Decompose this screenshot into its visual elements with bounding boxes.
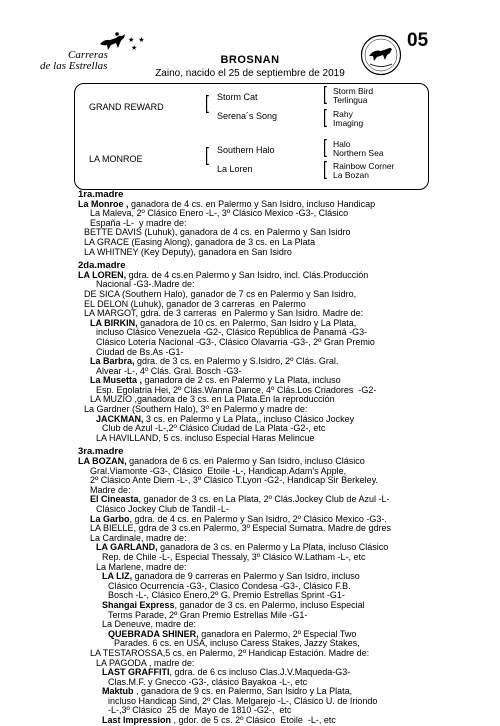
- line-text: Terms Parade, 2º Gran Premio Estrellas Mile -G1-: [108, 609, 308, 620]
- sire-sire: Storm Cat: [217, 92, 258, 102]
- sire-row: [75, 81, 430, 137]
- horse-highlight: El Cineasta: [90, 494, 139, 505]
- horse-highlight: La Musetta ,: [90, 375, 143, 386]
- ggp-3: Rahy: [333, 109, 353, 119]
- horse-highlight: LA LOREN,: [78, 269, 127, 280]
- horse-highlight: QUEBRADA SHINER,: [108, 628, 199, 639]
- stars-decoration: ★ ★ ★: [128, 37, 146, 52]
- pedigree-box: [74, 83, 429, 190]
- bracket: [: [323, 104, 327, 128]
- line-text: LA WHITNEY (Key Deputy), ganadora en San Isidro: [84, 246, 292, 257]
- line-text: Clásico Lotería Nacional -G3-, Clásico Olavarria -G3-, 2º Gran Premio: [96, 336, 375, 347]
- horse-highlight: Last Impression: [102, 715, 172, 726]
- line-text: LA BIELLE, gdra de 3 cs.en Palermo, 3º Especial Sumatra. Madre de gdres: [90, 523, 391, 534]
- section-title: 3ra.madre: [78, 446, 124, 458]
- ggp-8: La Bozan: [333, 170, 369, 180]
- text-line: [78, 716, 498, 726]
- bracket: [: [205, 90, 209, 114]
- line-text: Esp. Egolatria Hei, 2º Clás.Wanna Dance, 4º Clás.Los Criadores -G2-: [96, 384, 377, 395]
- sire-name: GRAND REWARD: [89, 102, 164, 112]
- dam-name: LA MONROE: [89, 154, 143, 164]
- ggp-4: Imaging: [333, 118, 364, 128]
- line-text: BETTE DAVIS (Luhuk), ganadora de 4 cs. en Palermo y San Isidro: [84, 227, 351, 238]
- line-text: Rep. de Chile -L-, Especial Thessaly, 3º Clásico W.Latham -L-, etc: [102, 551, 366, 562]
- sire-dam: Serena´s Song: [217, 111, 278, 121]
- line-text: incluso Clásico Venezuela -G2-, Clásico República de Panamá -G3-: [96, 327, 368, 338]
- brand-line1: Carreras: [68, 49, 108, 61]
- line-text: LA MUZIO ,ganadora de 3 cs. en La Plata.En la reproducción: [90, 394, 335, 405]
- text-line: [78, 434, 498, 444]
- line-text: Gral.Viamonte -G3-, Clásico Etoile -L-, Handicap.Adam's Apple,: [90, 465, 347, 476]
- horse-name: BROSNAN: [220, 54, 280, 66]
- line-text: ganadora de 2 cs. en Palermo y La Plata, incluso: [142, 375, 341, 386]
- dam-sire: Southern Halo: [217, 145, 275, 155]
- line-text: Clas.M.F. y Gnecco -G3-, clásico Bayakoa -L-, etc: [108, 676, 308, 687]
- family-history: [78, 186, 498, 726]
- horse-highlight: JACKMAN,: [96, 413, 144, 424]
- horse-highlight: La Barbra,: [90, 356, 135, 367]
- ggp-5: Halo: [333, 139, 351, 149]
- line-text: LA MARGOT, gdra. de 3 carreras en Palermo y San Isidro. Madre de:: [84, 308, 364, 319]
- line-text: EL DELON (Luhuk), ganador de 3 carreras en Palermo: [84, 298, 306, 309]
- line-text: Clásico Ocurrencia -G3-, Clasico Condesa -G3-, Clásico F.B.: [108, 580, 351, 591]
- horse-highlight: LA BIRKIN,: [90, 317, 138, 328]
- section-title: 2da.madre: [78, 260, 126, 272]
- bracket: [: [323, 156, 327, 180]
- bracket: [: [205, 142, 209, 166]
- line-text: DE SICA (Southern Halo), ganador de 7 cs en Palermo y San Isidro,: [84, 288, 357, 299]
- bracket: [: [323, 134, 327, 158]
- line-text: LA GRACE (Easing Along), ganadora de 3 cs. en La Plata: [84, 236, 316, 247]
- line-text: incluso Handicap Sind, 2º Clas. Melgarejo -L-, Clásico U. de Iriondo: [108, 695, 378, 706]
- line-text: Madre de:: [90, 484, 131, 495]
- line-text: , ganador de 3 cs. en La Plata, 2º Clás.Jockey Club de Azul -L-: [138, 494, 390, 505]
- line-text: LA HAVILLAND, 5 cs. incluso Especial Haras Melincue: [96, 432, 315, 443]
- dam-dam: La Loren: [217, 164, 253, 174]
- line-text: , gdor. de 5 cs. 2º Clásico Etoile -L-, etc: [171, 715, 336, 726]
- dam-row: [75, 134, 430, 190]
- line-text: , ganadora de 9 cs. en Palermo, San Isidro y La Plata,: [133, 686, 353, 697]
- horse-highlight: Maktub: [102, 686, 134, 697]
- line-text: ganadora en Palermo, 2º Especial Two: [198, 628, 357, 639]
- horse-highlight: LA LIZ,: [102, 571, 133, 582]
- text-line: [78, 248, 498, 258]
- line-text: ganadora de 3 cs. en Palermo y La Plata, incluso Clásico: [157, 542, 389, 553]
- horse-highlight: LA BOZAN,: [78, 456, 127, 467]
- line-text: , gdra. de 4 cs. en Palermo y San Isidro, 2º Clásico Mexico -G3-.: [129, 513, 387, 524]
- line-text: ganadora de 6 cs. en Palermo y San Isidro, incluso Clásico: [126, 456, 365, 467]
- race-number: 05: [407, 30, 429, 51]
- line-text: La Deneuve, madre de:: [102, 619, 197, 630]
- line-text: ganadora de 10 cs. en Palermo, San Isidro y La Plata,: [137, 317, 357, 328]
- line-text: Club de Azul -L-,2º Clásico Ciudad de La Plata -G2-, etc: [102, 423, 326, 434]
- line-text: La Maleva, 2º Clásico Enero -L-, 3º Clásico Mexico -G3-, Clásico: [90, 208, 349, 219]
- line-text: gdra. de 4 cs.en Palermo y San Isidro, incl. Clás.Producción: [126, 269, 369, 280]
- line-text: Clásico Jockey Club de Tandil -L-: [96, 504, 229, 514]
- line-text: Nacional -G3-.Madre de:: [96, 279, 195, 290]
- text-line: [78, 476, 498, 486]
- line-text: La Marlene, madre de:: [96, 561, 187, 572]
- ggp-1: Storm Bird: [333, 86, 374, 96]
- line-text: 3 cs. en Palermo y La Plata,, incluso Clásico Jockey: [143, 413, 355, 424]
- line-text: , ganador de 3 cs. en Palermo, incluso Especial: [174, 599, 365, 610]
- line-text: ganadora de 9 carreras en Palermo y San Isidro, incluso: [132, 571, 360, 582]
- ggp-6: Northern Sea: [333, 148, 384, 158]
- line-text: LA TESTAROSSA,5 cs. en Palermo, 2º Handicap Estación. Madre de:: [90, 647, 370, 658]
- line-text: España -L- y madre de:: [90, 217, 187, 228]
- bracket: [: [323, 81, 327, 105]
- horse-highlight: LAST GRAFFITI: [102, 667, 170, 678]
- brand-line2: de las Estrellas: [40, 60, 108, 72]
- ggp-2: Terlingua: [333, 95, 368, 105]
- line-text: LA PAGODA , madre de:: [96, 657, 195, 668]
- horse-highlight: La Monroe ,: [78, 198, 129, 209]
- horse-highlight: LA GARLAND,: [96, 542, 158, 553]
- line-text: Ciudad de Bs.As -G1-: [96, 346, 184, 357]
- line-text: -L-,3º Clásico 25 de Mayo de 1810 -G2-, etc: [108, 705, 292, 716]
- line-text: Parades. 6 cs. en USA, incluso Caress Stakes, Jazzy Stakes,: [114, 638, 360, 649]
- line-text: ganadora de 4 cs. en Palermo y San Isidro, incluso Handicap: [128, 198, 376, 209]
- section-title: 1ra.madre: [78, 189, 124, 200]
- ggp-7: Rainbow Corner: [333, 161, 395, 171]
- line-text: Bosch -L-, Clásico Enero,2º G. Premio Estrellas Sprint -G1-: [108, 590, 345, 601]
- line-text: , gdra. de 6 cs incluso Clas.J.V.Maqueda-G3-: [169, 667, 351, 678]
- line-text: gdra. de 3 cs. en Palermo y S.Isidro, 2º Clás. Gral.: [134, 356, 339, 367]
- line-text: 2º Clásico Ante Diem -L-, 3º Clásico T.Lyon -G2-, Handicap Sir Berkeley.: [90, 475, 379, 486]
- line-text: La Gardner (Southern Halo), 3º en Palermo y madre de:: [84, 404, 308, 415]
- horse-highlight: La Garbo: [90, 513, 130, 524]
- horse-highlight: Shangai Express: [102, 599, 175, 610]
- line-text: La Cardinale, madre de:: [90, 532, 187, 543]
- line-text: Alvear -L-, 4º Clás. Gral. Bosch -G3-: [96, 365, 242, 376]
- horse-info: Zaino, nacido el 25 de septiembre de 2019: [155, 68, 345, 79]
